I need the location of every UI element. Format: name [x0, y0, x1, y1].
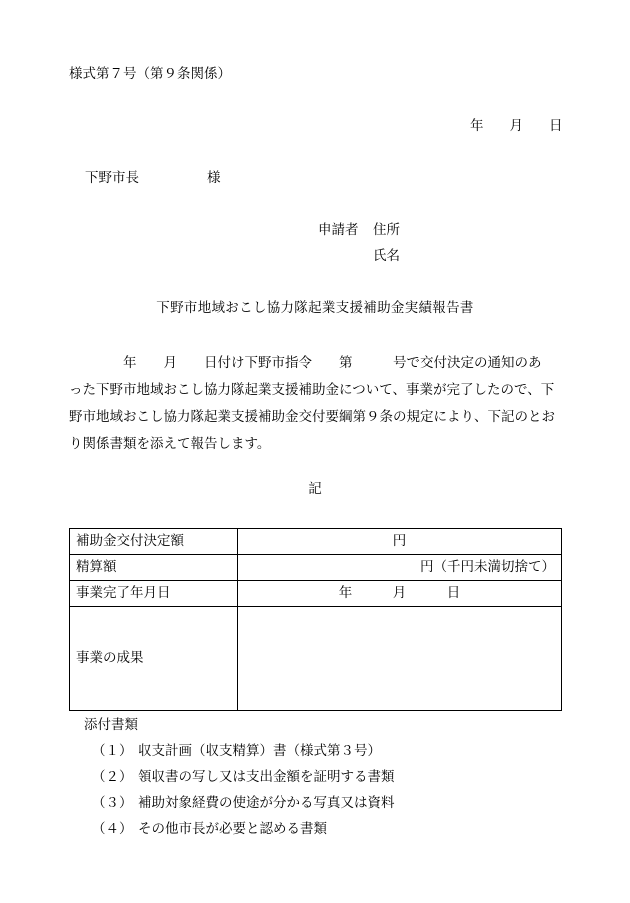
- attachment-text: その他市長が必要と認める書類: [138, 821, 327, 837]
- attachment-number: （４）: [92, 821, 133, 837]
- applicant-address-label: 住所: [373, 222, 400, 238]
- table-row: [70, 607, 562, 711]
- addressee: [85, 172, 221, 186]
- date-day-label: 日: [549, 118, 563, 134]
- body-line: 年 月 日付け下野市指令 第 号で交付決定の通知のあ: [69, 355, 542, 371]
- report-table: [69, 528, 562, 711]
- addressee-honorific: 様: [207, 170, 221, 186]
- attachment-number: （３）: [92, 795, 133, 811]
- ki-marker: 記: [308, 481, 322, 497]
- completion-date-label: 事業完了年月日: [70, 581, 238, 607]
- grant-decision-amount-label: 補助金交付決定額: [70, 529, 238, 555]
- table-row: [70, 581, 562, 607]
- settlement-amount-value: 円（千円未満切捨て）: [238, 555, 562, 581]
- project-results-value: [238, 607, 562, 711]
- table-row: [70, 529, 562, 555]
- date-month-label: 月: [509, 118, 523, 134]
- list-item: [92, 823, 327, 837]
- attachment-text: 収支計画（収支精算）書（様式第３号）: [138, 743, 381, 759]
- list-item: [92, 771, 395, 785]
- date-year-label: 年: [470, 118, 484, 134]
- settlement-amount-label: 精算額: [70, 555, 238, 581]
- attachment-number: （１）: [92, 743, 133, 759]
- attachment-text: 領収書の写し又は支出金額を証明する書類: [138, 769, 395, 785]
- document-title: 下野市地域おこし協力隊起業支援補助金実績報告書: [156, 300, 474, 316]
- table-row: [70, 555, 562, 581]
- applicant-label: 申請者: [318, 222, 359, 238]
- list-item: [92, 797, 395, 811]
- body-line: 野市地域おこし協力隊起業支援補助金交付要綱第９条の規定により、下記のとお: [69, 409, 555, 425]
- report-body: [69, 350, 566, 458]
- attachment-text: 補助対象経費の使途が分かる写真又は資料: [138, 795, 395, 811]
- body-line: り関係書類を添えて報告します。: [69, 436, 271, 452]
- attachment-number: （２）: [92, 769, 133, 785]
- list-item: [92, 745, 381, 759]
- form-number: 様式第７号（第９条関係）: [69, 66, 231, 82]
- submission-date: [470, 120, 563, 134]
- addressee-title: 下野市長: [85, 170, 139, 186]
- body-line: った下野市地域おこし協力隊起業支援補助金について、事業が完了したので、下: [69, 382, 555, 398]
- completion-date-value: 年 月 日: [238, 581, 562, 607]
- project-results-label: 事業の成果: [70, 607, 238, 711]
- grant-decision-amount-value: 円: [238, 529, 562, 555]
- attachments-title: 添付書類: [84, 717, 138, 733]
- applicant-name-label: 氏名: [373, 248, 400, 264]
